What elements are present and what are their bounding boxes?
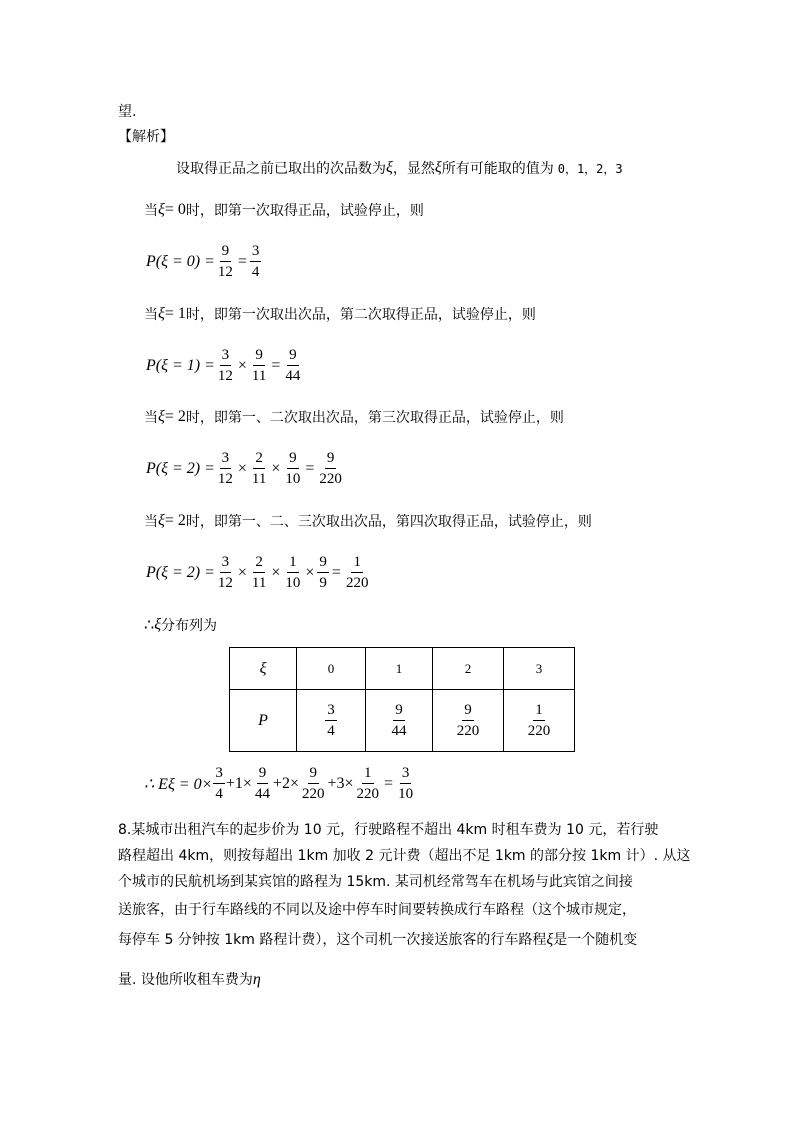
case1-frac1: $\frac{9}{11}$ (251, 347, 267, 384)
problem8-eta: η (252, 971, 261, 988)
table-head-p: P (230, 690, 297, 752)
problem8-line5b: 是一个随机变 (553, 932, 638, 948)
case2-frac2: $\frac{9}{10}$ (285, 450, 301, 487)
case1-cond: = 1 (164, 305, 186, 322)
exp-frac1: $\frac{3}{4}$ (215, 765, 223, 802)
case0-cond: = 0 (164, 201, 186, 218)
case3-frac3: $\frac{9}{9}$ (319, 554, 327, 591)
dist-xi: ξ (154, 616, 162, 633)
case0-cond-line (144, 200, 424, 220)
intro-line (176, 158, 623, 178)
table-cell: $\frac{9}{220}$ (433, 690, 504, 752)
table-cell: 1 (366, 648, 433, 690)
case1-desc: 时，即第一次取出次品，第二次取得正品，试验停止，则 (185, 307, 536, 323)
exp-result: $\frac{3}{10}$ (398, 765, 414, 802)
table-row (230, 690, 575, 752)
case3-formula (146, 553, 371, 592)
dist-text: 分布列为 (161, 618, 218, 634)
case0-formula (146, 242, 262, 281)
case0-lhs: P(ξ = 0) = (146, 252, 215, 270)
dist-intro (144, 615, 217, 635)
case1-op1: = (271, 356, 281, 374)
problem8-line5a: 每停车 5 分钟按 1km 路程计费），这个司机一次接送旅客的行车路程 (118, 932, 547, 948)
case1-when: 当 (144, 307, 158, 323)
case1-cond-line (144, 304, 536, 324)
case2-when: 当 (144, 410, 158, 426)
intro-xi-2: ξ (434, 159, 442, 176)
problem8-line1: 8.某城市出租汽车的起步价为 10 元，行驶路程不超出 4km 时租车费为 10 元，若行驶 (118, 822, 659, 838)
expectation-formula (144, 764, 416, 803)
case1-xi: ξ (158, 305, 165, 322)
problem8-line3: 个城市的民航机场到某宾馆的路程为 15km. 某司机经常驾车在机场与此宾馆之间接 (118, 874, 633, 890)
case3-cond-line (144, 511, 592, 531)
case3-desc: 时，即第一、二、三次取出次品，第四次取得正品，试验停止，则 (185, 514, 592, 530)
intro-values: 0，1，2，3 (557, 161, 623, 176)
case3-lhs: P(ξ = 2) = (146, 563, 215, 581)
case2-xi: ξ (158, 408, 165, 425)
case3-frac0: $\frac{3}{12}$ (217, 554, 233, 591)
case0-when: 当 (144, 203, 158, 219)
case3-op1: × (271, 563, 281, 581)
case0-frac1: $\frac{3}{4}$ (251, 243, 260, 280)
case2-op1: × (271, 459, 281, 477)
table-row (230, 648, 575, 690)
exp-plus2: +2× (272, 774, 299, 792)
case2-cond: = 2 (164, 408, 186, 425)
case3-op3: = (331, 563, 341, 581)
exp-plus1: +1× (225, 774, 252, 792)
table-cell: $\frac{1}{220}$ (504, 690, 575, 752)
case2-frac3: $\frac{9}{220}$ (319, 450, 342, 487)
problem8-line5 (118, 926, 637, 954)
problem8-line2: 路程超出 4km，则按每超出 1km 加收 2 元计费（超出不足 1km 的部分按 1km 计）. 从这 (118, 848, 691, 864)
case3-frac2: $\frac{1}{10}$ (285, 554, 301, 591)
case2-op0: × (237, 459, 247, 477)
case0-op0: = (237, 252, 247, 270)
intro-text2: ，显然 (392, 161, 435, 177)
case0-frac0: $\frac{9}{12}$ (217, 243, 233, 280)
case3-op0: × (237, 563, 247, 581)
case1-op0: × (237, 356, 247, 374)
intro-text1: 设取得正品之前已取出的次品数为 (176, 161, 386, 177)
case3-frac1: $\frac{2}{11}$ (251, 554, 267, 591)
therefore-sign: ∴ (144, 617, 155, 634)
table-cell: 0 (297, 648, 366, 690)
intro-text3: 所有可能取的值为 (441, 161, 554, 177)
exp-lhs: ∴ Eξ = 0× (144, 775, 213, 793)
table-cell: $\frac{3}{4}$ (297, 690, 366, 752)
case3-op2: × (305, 563, 315, 581)
case0-xi: ξ (158, 201, 165, 218)
case2-lhs: P(ξ = 2) = (146, 459, 215, 477)
exp-plus3: +3× (327, 774, 354, 792)
problem8-line4: 送旅客，由于行车路线的不同以及途中停车时间要转换成行车路程（这个城市规定， (118, 902, 636, 918)
case1-frac0: $\frac{3}{12}$ (217, 347, 233, 384)
header-wang: 望. (118, 104, 137, 120)
case2-desc: 时，即第一、二次取出次品，第三次取得正品，试验停止，则 (185, 410, 564, 426)
problem8-line6a: 量. 设他所收租车费为 (118, 972, 253, 988)
case3-when: 当 (144, 514, 158, 530)
case2-cond-line (144, 407, 564, 427)
case3-frac4: $\frac{1}{220}$ (345, 554, 369, 591)
problem8-line6 (118, 966, 261, 994)
case1-frac2: $\frac{9}{44}$ (285, 347, 301, 384)
table-head-xi: ξ (230, 648, 297, 690)
exp-frac3: $\frac{9}{220}$ (302, 765, 325, 802)
case2-formula (146, 449, 345, 488)
case3-cond: = 2 (164, 512, 186, 529)
case1-formula (146, 346, 303, 385)
table-cell: 2 (433, 648, 504, 690)
case3-xi: ξ (158, 512, 165, 529)
table-cell: 3 (504, 648, 575, 690)
jiexi-heading: 【解析】 (118, 129, 174, 145)
exp-frac2: $\frac{9}{44}$ (254, 765, 270, 802)
case2-op2: = (305, 459, 315, 477)
case2-frac0: $\frac{3}{12}$ (217, 450, 233, 487)
problem8-xi: ξ (546, 931, 554, 948)
intro-xi: ξ (386, 159, 393, 176)
distribution-table (229, 647, 575, 752)
case1-lhs: P(ξ = 1) = (146, 356, 215, 374)
case2-frac1: $\frac{2}{11}$ (251, 450, 267, 487)
exp-eq: = (384, 774, 394, 792)
table-cell: $\frac{9}{44}$ (366, 690, 433, 752)
exp-frac4: $\frac{1}{220}$ (356, 765, 380, 802)
case0-desc: 时，即第一次取得正品，试验停止，则 (185, 203, 424, 219)
